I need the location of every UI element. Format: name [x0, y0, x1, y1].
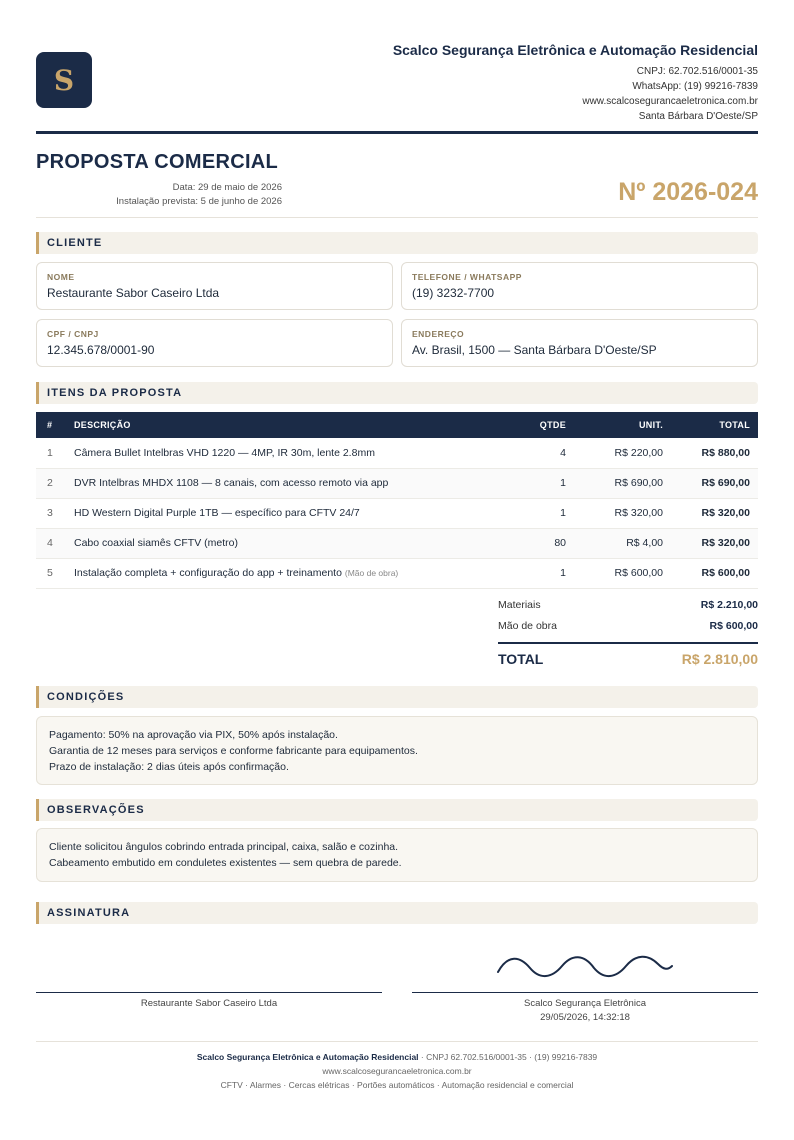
company-signature-name: Scalco Segurança Eletrônica [524, 998, 646, 1009]
company-signature-block [412, 997, 758, 1025]
client-address-field [401, 319, 758, 367]
field-label: TELEFONE / WHATSAPP [412, 272, 522, 282]
labor-value: R$ 600,00 [709, 620, 758, 632]
table-row [36, 558, 758, 588]
company-name: Scalco Segurança Eletrônica e Automação Residencial [392, 42, 758, 58]
proposal-number: Nº 2026-024 [618, 178, 758, 206]
client-signature-name: Restaurante Sabor Caseiro Ltda [140, 998, 278, 1009]
col-description: DESCRIÇÃO [74, 412, 524, 438]
table-row [36, 528, 758, 558]
observation-line: Cliente solicitou ângulos cobrindo entrada principal, caixa, salão e cozinha. [49, 841, 399, 853]
row-index: 5 [36, 558, 74, 588]
title-divider [36, 217, 758, 218]
footer-company: Scalco Segurança Eletrônica e Automação Residencial [196, 1052, 419, 1062]
row-description-text: Instalação completa + configuração do app + treinamento [74, 567, 342, 579]
observation-line: Cabeamento embutido em conduletes existentes — sem quebra de parede. [49, 857, 402, 869]
row-total: R$ 600,00 [663, 558, 758, 588]
row-quantity: 1 [524, 498, 574, 528]
field-value: Av. Brasil, 1500 — Santa Bárbara D'Oeste/SP [412, 343, 657, 357]
footer-company-line [36, 1050, 758, 1064]
client-name-field [36, 262, 393, 310]
col-index: # [36, 412, 74, 438]
header-divider [36, 131, 758, 134]
section-observations [36, 799, 758, 821]
row-description: Câmera Bullet Intelbras VHD 1220 — 4MP, IR 30m, lente 2.8mm [74, 438, 524, 468]
grand-total-label: TOTAL [498, 651, 544, 667]
footer [36, 1050, 758, 1092]
row-quantity: 4 [524, 438, 574, 468]
logo-letter: S [53, 63, 75, 97]
company-cnpj: CNPJ: 62.702.516/0001-35 [636, 66, 758, 77]
condition-line: Pagamento: 50% na aprovação via PIX, 50% após instalação. [49, 729, 338, 741]
client-doc-field [36, 319, 393, 367]
row-unit-price: R$ 690,00 [574, 468, 663, 498]
section-items [36, 382, 758, 404]
grand-total-value: R$ 2.810,00 [681, 651, 758, 667]
section-conditions [36, 686, 758, 708]
table-row [36, 468, 758, 498]
totals-divider [498, 642, 758, 644]
conditions-box [36, 716, 758, 785]
field-label: ENDEREÇO [412, 329, 465, 339]
observations-box [36, 828, 758, 882]
company-signature-line [412, 992, 758, 993]
row-index: 3 [36, 498, 74, 528]
row-total: R$ 320,00 [663, 528, 758, 558]
materials-label: Materiais [498, 599, 541, 611]
row-quantity: 1 [524, 558, 574, 588]
row-unit-price: R$ 220,00 [574, 438, 663, 468]
footer-website: www.scalcosegurancaeletronica.com.br [322, 1066, 472, 1076]
field-value: (19) 3232-7700 [412, 286, 495, 300]
labor-total [498, 620, 758, 632]
section-title: ITENS DA PROPOSTA [47, 387, 183, 399]
labor-note: (Mão de obra) [344, 568, 399, 578]
row-unit-price: R$ 600,00 [574, 558, 663, 588]
materials-total [498, 599, 758, 611]
table-header-row [36, 412, 758, 438]
section-client [36, 232, 758, 254]
field-value: Restaurante Sabor Caseiro Ltda [47, 286, 220, 300]
section-title: OBSERVAÇÕES [47, 804, 145, 816]
install-date: Instalação prevista: 5 de junho de 2026 [116, 196, 282, 207]
page-title: PROPOSTA COMERCIAL [36, 151, 279, 173]
client-signature-line [36, 992, 382, 993]
row-index: 4 [36, 528, 74, 558]
company-whatsapp: WhatsApp: (19) 99216-7839 [632, 81, 758, 92]
col-unit-price: UNIT. [574, 412, 663, 438]
row-description: HD Western Digital Purple 1TB — específico para CFTV 24/7 [74, 498, 524, 528]
proposal-date: Data: 29 de maio de 2026 [172, 182, 282, 193]
section-title: CONDIÇÕES [47, 691, 125, 703]
row-total: R$ 880,00 [663, 438, 758, 468]
row-unit-price: R$ 4,00 [574, 528, 663, 558]
materials-value: R$ 2.210,00 [700, 599, 758, 611]
footer-contact: · CNPJ 62.702.516/0001-35 · (19) 99216-7839 [418, 1052, 598, 1062]
company-city: Santa Bárbara D'Oeste/SP [638, 111, 758, 122]
row-index: 2 [36, 468, 74, 498]
field-label: CPF / CNPJ [47, 329, 99, 339]
grand-total [498, 651, 758, 669]
table-row [36, 498, 758, 528]
signature-drawing [496, 952, 676, 982]
row-description [74, 558, 524, 588]
section-signature [36, 902, 758, 924]
items-table [36, 412, 758, 589]
row-total: R$ 320,00 [663, 498, 758, 528]
row-quantity: 1 [524, 468, 574, 498]
field-value: 12.345.678/0001-90 [47, 343, 155, 357]
footer-services: CFTV · Alarmes · Cercas elétricas · Portões automáticos · Automação residencial e comercial [220, 1080, 574, 1090]
company-logo [36, 52, 92, 108]
section-title: ASSINATURA [47, 907, 131, 919]
row-total: R$ 690,00 [663, 468, 758, 498]
company-website: www.scalcosegurancaeletronica.com.br [582, 96, 758, 107]
row-unit-price: R$ 320,00 [574, 498, 663, 528]
proposal-dates [36, 181, 282, 209]
col-total: TOTAL [663, 412, 758, 438]
field-label: NOME [47, 272, 75, 282]
row-quantity: 80 [524, 528, 574, 558]
client-phone-field [401, 262, 758, 310]
proposal-document [36, 0, 758, 1140]
company-info [393, 42, 758, 124]
section-title: CLIENTE [47, 237, 103, 249]
labor-label: Mão de obra [498, 620, 557, 632]
row-description: Cabo coaxial siamês CFTV (metro) [74, 528, 524, 558]
condition-line: Prazo de instalação: 2 dias úteis após confirmação. [49, 761, 289, 773]
table-row [36, 438, 758, 468]
col-quantity: QTDE [524, 412, 574, 438]
signature-timestamp: 29/05/2026, 14:32:18 [540, 1012, 630, 1023]
footer-divider [36, 1041, 758, 1042]
condition-line: Garantia de 12 meses para serviços e conforme fabricante para equipamentos. [49, 745, 418, 757]
row-description: DVR Intelbras MHDX 1108 — 8 canais, com acesso remoto via app [74, 468, 524, 498]
row-index: 1 [36, 438, 74, 468]
